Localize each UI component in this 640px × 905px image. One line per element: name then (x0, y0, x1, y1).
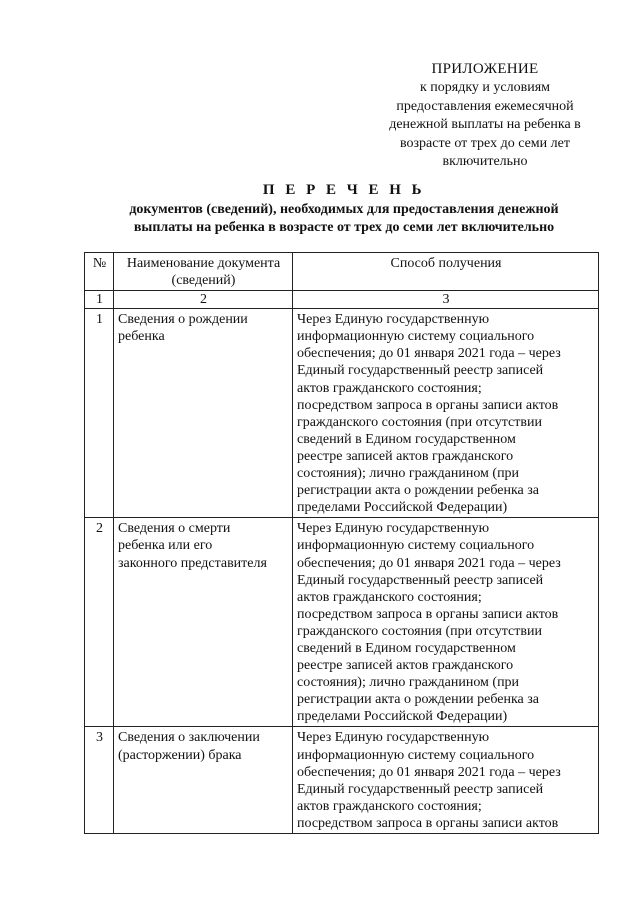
row-name (114, 309, 293, 518)
appendix-line: возрасте от трех до семи лет (400, 135, 570, 151)
row-method-line: посредством запроса в органы записи актов (297, 606, 559, 622)
row-method-line: актов гражданского состояния; (297, 798, 482, 814)
column-numbers-row (85, 291, 599, 309)
row-method-line: Через Единую государственную (297, 521, 490, 537)
subtitle-line: выплаты на ребенка в возрасте от трех до семи лет включительно (133, 220, 555, 235)
documents-table (84, 252, 599, 834)
row-method-line: реестре записей актов гражданского (297, 658, 514, 674)
row-method-line: Через Единую государственную (297, 312, 490, 328)
document-subtitle (84, 201, 604, 237)
row-method-line: сведений в Едином государственном (297, 640, 516, 656)
appendix-block (372, 60, 598, 171)
row-method-line: сведений в Едином государственном (297, 431, 516, 447)
row-method-line: Единый государственный реестр записей (297, 572, 544, 588)
row-method (293, 309, 599, 518)
row-name-line: законного представителя (118, 555, 267, 571)
appendix-heading: ПРИЛОЖЕНИЕ (431, 61, 539, 77)
table-row (85, 727, 599, 834)
row-method-line: информационную систему социального (297, 747, 535, 763)
row-method-line: Единый государственный реестр записей (297, 363, 544, 379)
table-row (85, 518, 599, 727)
appendix-line: включительно (442, 154, 528, 170)
appendix-line: денежной выплаты на ребенка в (389, 117, 581, 133)
row-method-line: регистрации акта о рождении ребенка за (297, 483, 540, 499)
row-name-line: (расторжении) брака (118, 747, 242, 763)
appendix-line: предоставления ежемесячной (396, 98, 574, 114)
column-number: 1 (85, 291, 114, 309)
row-name-line: Сведения о заключении (118, 730, 260, 746)
row-method (293, 727, 599, 834)
row-method-line: посредством запроса в органы записи актов (297, 397, 559, 413)
row-method-line: информационную систему социального (297, 538, 535, 554)
row-name-line: Сведения о рождении (118, 312, 248, 328)
row-method-line: пределами Российской Федерации) (297, 709, 508, 725)
row-method-line: состояния); лично гражданином (при (297, 466, 520, 482)
row-method-line: актов гражданского состояния; (297, 589, 482, 605)
row-method-line: реестре записей актов гражданского (297, 448, 514, 464)
row-method-line: Через Единую государственную (297, 730, 490, 746)
row-name-line: ребенка (118, 329, 165, 345)
table-row (85, 309, 599, 518)
row-method-line: Единый государственный реестр записей (297, 781, 544, 797)
row-method-line: информационную систему социального (297, 329, 535, 345)
appendix-line: к порядку и условиям (419, 80, 551, 96)
row-num: 1 (85, 309, 114, 518)
row-num: 3 (85, 727, 114, 834)
row-name-line: Сведения о смерти (118, 521, 231, 537)
row-method-line: гражданского состояния (при отсутствии (297, 414, 542, 430)
row-method-line: посредством запроса в органы записи актов (297, 815, 559, 831)
row-method-line: состояния); лично гражданином (при (297, 675, 520, 691)
document-title-block (84, 181, 604, 237)
document-title: П Е Р Е Ч Е Н Ь (262, 182, 426, 198)
subtitle-line: документов (сведений), необходимых для предоставления денежной (129, 202, 559, 217)
row-method-line: актов гражданского состояния; (297, 380, 482, 396)
row-method (293, 518, 599, 727)
table-header-row (85, 253, 599, 291)
column-number: 3 (293, 291, 599, 309)
row-method-line: обеспечения; до 01 января 2021 года – через (297, 346, 561, 362)
row-name (114, 518, 293, 727)
row-method-line: гражданского состояния (при отсутствии (297, 623, 542, 639)
row-name-line: ребенка или его (118, 538, 213, 554)
row-method-line: обеспечения; до 01 января 2021 года – через (297, 555, 561, 571)
row-method-line: обеспечения; до 01 января 2021 года – через (297, 764, 561, 780)
row-name (114, 727, 293, 834)
column-number: 2 (114, 291, 293, 309)
header-name-line: Наименование документа (126, 256, 281, 271)
header-name (114, 253, 293, 291)
header-name-line: (сведений) (171, 273, 236, 289)
row-num: 2 (85, 518, 114, 727)
header-num: № (85, 253, 114, 291)
row-method-line: пределами Российской Федерации) (297, 500, 508, 516)
header-method: Способ получения (293, 253, 599, 291)
row-method-line: регистрации акта о рождении ребенка за (297, 692, 540, 708)
